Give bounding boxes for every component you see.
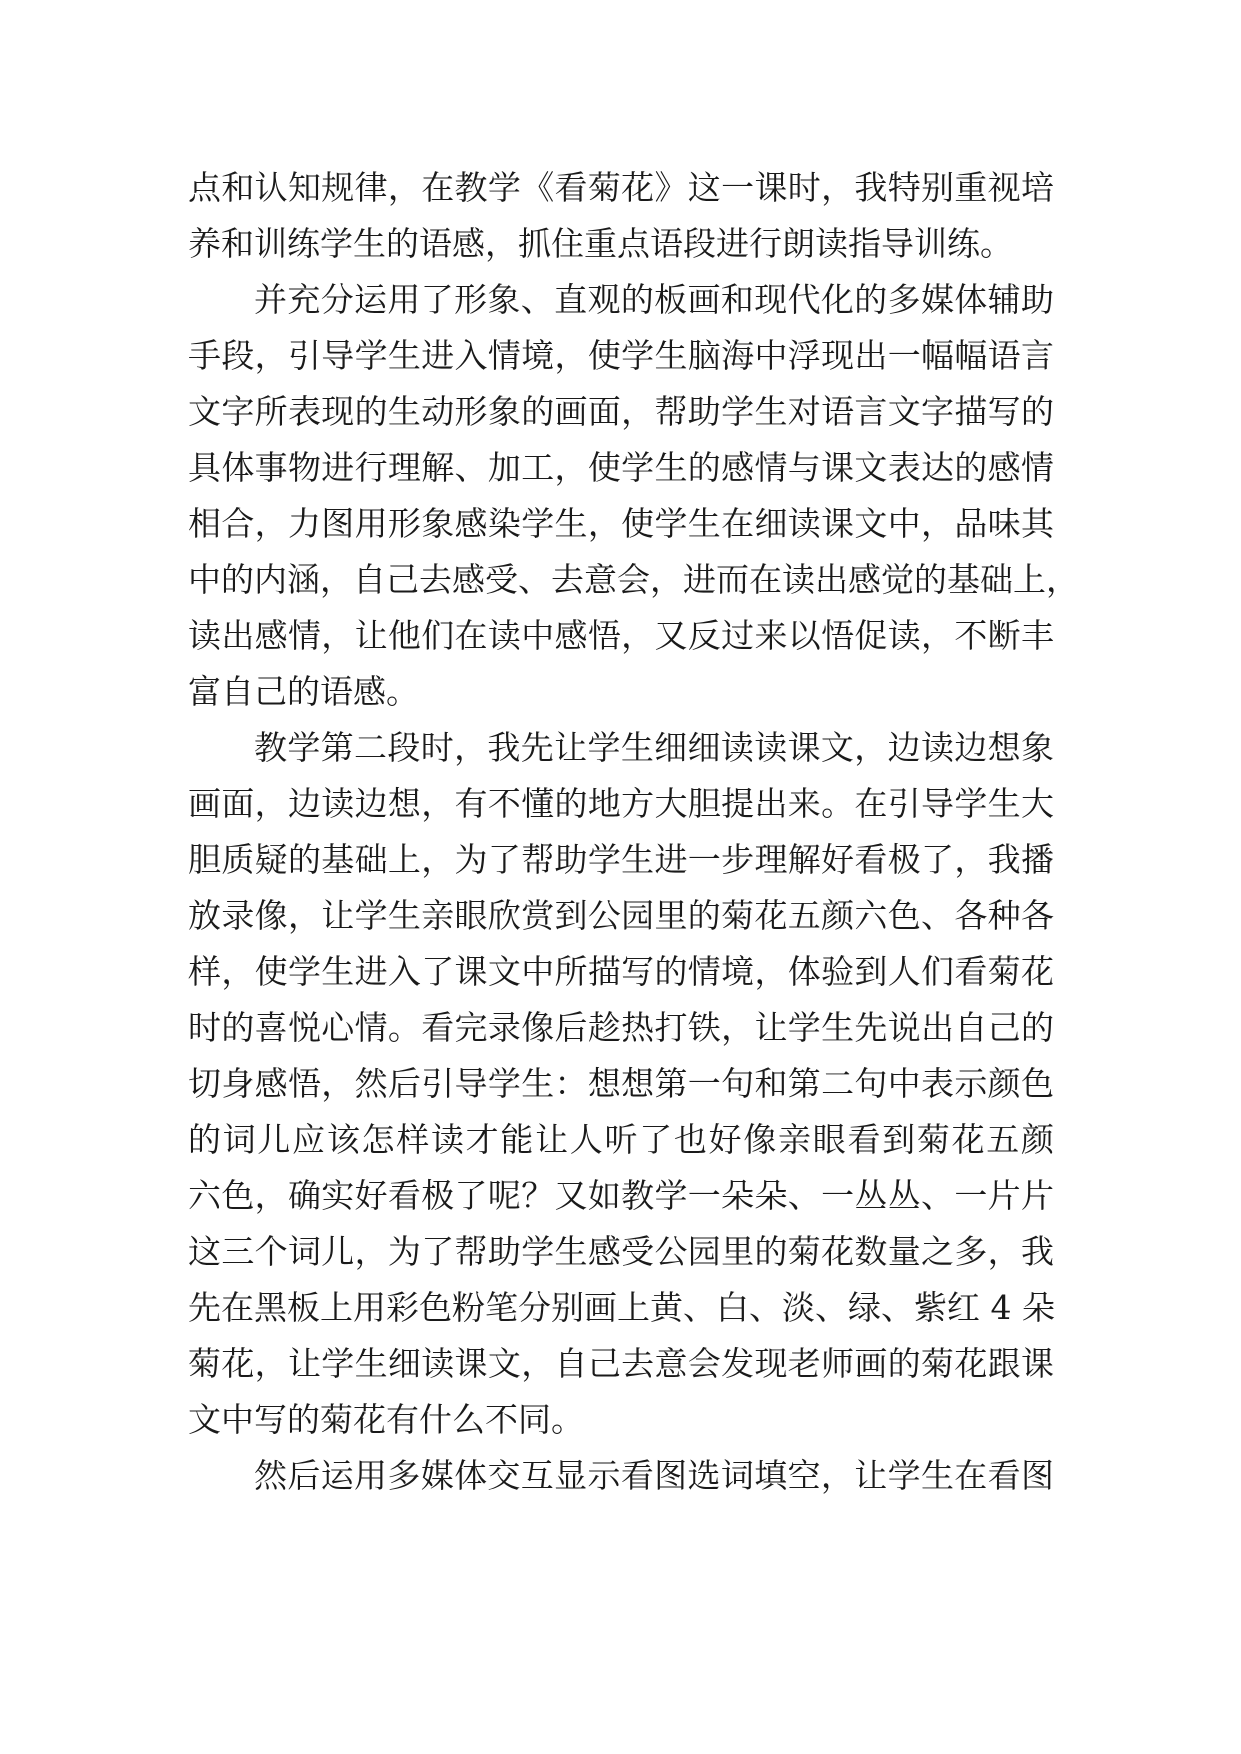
text-line: 时的喜悦心情。看完录像后趁热打铁，让学生先说出自己的 <box>188 1008 1054 1047</box>
text-line: 文中写的菊花有什么不同。 <box>188 1400 584 1439</box>
text-line: 手段，引导学生进入情境，使学生脑海中浮现出一幅幅语言 <box>188 336 1054 375</box>
text-line: 样，使学生进入了课文中所描写的情境，体验到人们看菊花 <box>188 952 1054 991</box>
text-line: 具体事物进行理解、加工，使学生的感情与课文表达的感情 <box>188 448 1054 487</box>
text-line: 点和认知规律，在教学《看菊花》这一课时，我特别重视培 <box>188 168 1054 207</box>
text-line: 文字所表现的生动形象的画面，帮助学生对语言文字描写的 <box>188 392 1054 431</box>
paragraph-first-line: 然后运用多媒体交互显示看图选词填空，让学生在看图 <box>254 1456 1054 1495</box>
text-line: 富自己的语感。 <box>188 672 419 711</box>
text-line: 胆质疑的基础上，为了帮助学生进一步理解好看极了，我播 <box>188 840 1054 879</box>
text-line: 的词儿应该怎样读才能让人听了也好像亲眼看到菊花五颜 <box>188 1120 1054 1159</box>
text-line: 这三个词儿，为了帮助学生感受公园里的菊花数量之多，我 <box>188 1232 1054 1271</box>
text-line: 相合，力图用形象感染学生，使学生在细读课文中，品味其 <box>188 504 1054 543</box>
text-line: 放录像，让学生亲眼欣赏到公园里的菊花五颜六色、各种各 <box>188 896 1054 935</box>
text-line: 切身感悟，然后引导学生：想想第一句和第二句中表示颜色 <box>188 1064 1054 1103</box>
paragraph-first-line: 并充分运用了形象、直观的板画和现代化的多媒体辅助 <box>254 280 1054 319</box>
text-line: 中的内涵，自己去感受、去意会，进而在读出感觉的基础上， <box>188 560 1079 599</box>
text-line: 画面，边读边想，有不懂的地方大胆提出来。在引导学生大 <box>188 784 1054 823</box>
paragraph-first-line: 教学第二段时，我先让学生细细读读课文，边读边想象 <box>254 728 1054 767</box>
text-line: 先在黑板上用彩色粉笔分别画上黄、白、淡、绿、紫红 4 朵 <box>188 1288 1055 1327</box>
text-line: 养和训练学生的语感，抓住重点语段进行朗读指导训练。 <box>188 224 1013 263</box>
body-text <box>188 160 1079 1504</box>
text-line: 六色，确实好看极了呢？又如教学一朵朵、一丛丛、一片片 <box>188 1176 1054 1215</box>
text-line: 读出感情，让他们在读中感悟，又反过来以悟促读，不断丰 <box>188 616 1054 655</box>
text-line: 菊花，让学生细读课文，自己去意会发现老师画的菊花跟课 <box>188 1344 1054 1383</box>
